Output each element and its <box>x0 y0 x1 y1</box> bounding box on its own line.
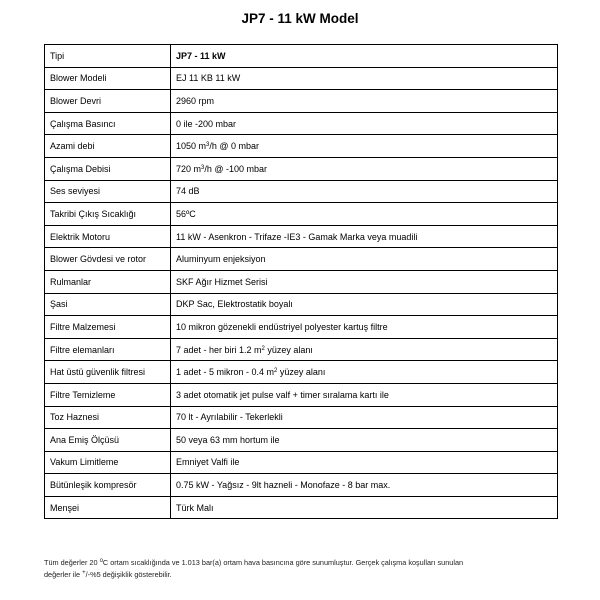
spec-row <box>45 406 558 429</box>
spec-value-rest: /h @ 0 mbar <box>209 141 260 152</box>
spec-label: Blower Gövdesi ve rotor <box>45 248 171 271</box>
spec-row <box>45 474 558 497</box>
spec-value-unit-exponent: 3 <box>201 164 205 171</box>
spec-row <box>45 316 558 339</box>
spec-label: Blower Devri <box>45 90 171 113</box>
spec-value: DKP Sac, Elektrostatik boyalı <box>171 293 558 316</box>
spec-row <box>45 45 558 68</box>
spec-row <box>45 67 558 90</box>
spec-value: 11 kW - Asenkron - Trifaze -IE3 - Gamak Marka veya muadili <box>171 225 558 248</box>
spec-value-main: 1 adet - 5 mikron - 0.4 m <box>176 367 275 378</box>
spec-value: 10 mikron gözenekli endüstriyel polyester kartuş filtre <box>171 316 558 339</box>
page-title: JP7 - 11 kW Model <box>241 11 359 26</box>
spec-label: Bütünleşik kompresör <box>45 474 171 497</box>
spec-row <box>45 135 558 158</box>
spec-row <box>45 293 558 316</box>
spec-value: SKF Ağır Hizmet Serisi <box>171 270 558 293</box>
spec-table <box>44 44 558 519</box>
spec-table-body <box>45 45 558 519</box>
spec-value: 3 adet otomatik jet pulse valf + timer sıralama kartı ile <box>171 383 558 406</box>
spec-label: Çalışma Basıncı <box>45 112 171 135</box>
spec-row <box>45 157 558 180</box>
spec-row <box>45 225 558 248</box>
spec-value-main: 720 m <box>176 163 202 174</box>
spec-value: 50 veya 63 mm hortum ile <box>171 429 558 452</box>
spec-label: Filtre Temizleme <box>45 383 171 406</box>
spec-value: 2960 rpm <box>171 90 558 113</box>
spec-value <box>171 361 558 384</box>
spec-value <box>171 157 558 180</box>
spec-label: Elektrik Motoru <box>45 225 171 248</box>
spec-value-unit-exponent: 2 <box>274 368 278 375</box>
spec-label: Şasi <box>45 293 171 316</box>
spec-value: EJ 11 KB 11 kW <box>171 67 558 90</box>
spec-value: 70 lt - Ayrılabilir - Tekerlekli <box>171 406 558 429</box>
spec-value <box>171 135 558 158</box>
spec-label: Ana Emiş Ölçüsü <box>45 429 171 452</box>
spec-value-unit-exponent: 2 <box>261 345 265 352</box>
spec-row <box>45 361 558 384</box>
footnote-plus-sup: + <box>82 570 86 576</box>
spec-row <box>45 383 558 406</box>
spec-label: Rulmanlar <box>45 270 171 293</box>
footnote-line1-start: Tüm değerler 20 <box>44 558 100 567</box>
spec-label: Azami debi <box>45 135 171 158</box>
spec-value: Türk Malı <box>171 496 558 519</box>
spec-row <box>45 338 558 361</box>
footnote-line2-end: /-%5 değişiklik gösterebilir. <box>85 570 172 579</box>
spec-value: 0.75 kW - Yağsız - 9lt hazneli - Monofaze - 8 bar max. <box>171 474 558 497</box>
spec-value: 56ºC <box>171 203 558 226</box>
spec-label: Toz Haznesi <box>45 406 171 429</box>
spec-row <box>45 180 558 203</box>
spec-label: Hat üstü güvenlik filtresi <box>45 361 171 384</box>
spec-value: 74 dB <box>171 180 558 203</box>
footnote-degree-sup: o <box>99 558 103 564</box>
spec-label: Çalışma Debisi <box>45 157 171 180</box>
spec-row <box>45 203 558 226</box>
spec-value: Aluminyum enjeksiyon <box>171 248 558 271</box>
spec-value-main: 7 adet - her biri 1.2 m <box>176 344 262 355</box>
spec-value: Emniyet Valfi ile <box>171 451 558 474</box>
spec-row <box>45 429 558 452</box>
spec-label: Takribi Çıkış Sıcaklığı <box>45 203 171 226</box>
spec-value-unit-exponent: 3 <box>206 142 210 149</box>
spec-row <box>45 112 558 135</box>
spec-value-rest: yüzey alanı <box>264 344 313 355</box>
spec-label: Ses seviyesi <box>45 180 171 203</box>
spec-value-main: 1050 m <box>176 141 207 152</box>
spec-label: Tipi <box>45 45 171 68</box>
spec-row <box>45 496 558 519</box>
spec-label: Menşei <box>45 496 171 519</box>
footnote-line2-start: değerler ile <box>44 570 83 579</box>
spec-row <box>45 451 558 474</box>
spec-label: Filtre elemanları <box>45 338 171 361</box>
spec-label: Vakum Limitleme <box>45 451 171 474</box>
spec-value-rest: yüzey alanı <box>277 367 326 378</box>
spec-label: Blower Modeli <box>45 67 171 90</box>
spec-value <box>171 338 558 361</box>
spec-value-rest: /h @ -100 mbar <box>204 163 268 174</box>
spec-row <box>45 270 558 293</box>
spec-value: JP7 - 11 kW <box>171 45 558 68</box>
footnote <box>44 557 559 581</box>
spec-value: 0 ile -200 mbar <box>171 112 558 135</box>
spec-row <box>45 248 558 271</box>
spec-row <box>45 90 558 113</box>
footnote-line1-end: C ortam sıcaklığında ve 1.013 bar(a) ortam hava basıncına göre sunumluştur. Gerçek çalışma koşulları sunulan <box>102 558 464 567</box>
spec-label: Filtre Malzemesi <box>45 316 171 339</box>
